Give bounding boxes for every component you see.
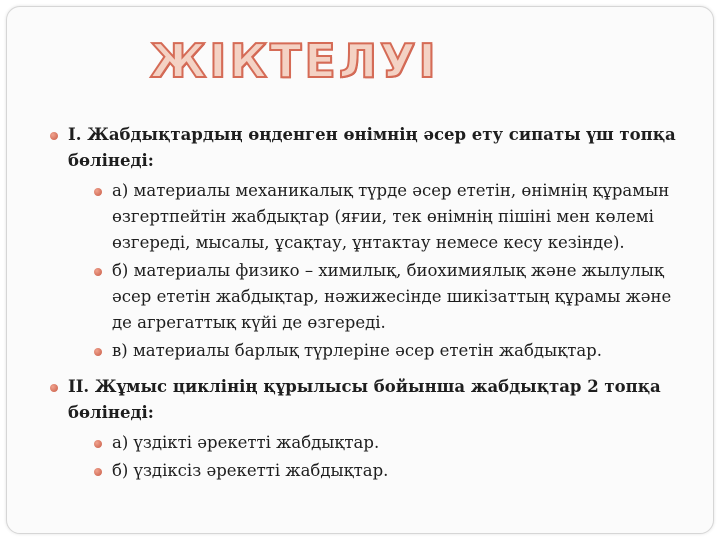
list-item-text: б) материалы физико – химилық, биохимиялық және жылулық әсер ететін жабдықтар, нәжижесінде шикізаттың құрамы және де агрегаттық күйі де өзгереді. [112,261,672,332]
list-item-level2 [46,178,696,256]
bullet-icon [50,132,58,140]
list-item-text: а) үздікті әрекетті жабдықтар. [112,433,380,452]
bullet-icon [50,384,58,392]
list-item-level2 [46,338,696,364]
bullet-icon [94,468,102,476]
list-item-level2 [46,458,696,484]
slide-title: ЖІКТЕЛУІ [150,34,439,88]
list-item-text: в) материалы барлық түрлеріне әсер ететін жабдықтар. [112,341,602,360]
list-item-text: а) материалы механикалық түрде әсер ететін, өнімнің құрамын өзгертпейтін жабдықтар (яғии, тек өнімнің пішіні мен көлемі өзгереді, мысалы, ұсақтау, ұнтактау немесе кесу кезінде). [112,181,670,252]
bullet-icon [94,188,102,196]
list-item-text: б) үздіксіз әрекетті жабдықтар. [112,461,389,480]
bullet-icon [94,440,102,448]
list-item-level1 [46,374,696,426]
list-item-text: I. Жабдықтардың өңденген өнімнің әсер ету сипаты үш топқа бөлінеді: [68,125,676,170]
list-item-level2 [46,430,696,456]
list-item-level2 [46,258,696,336]
bullet-icon [94,348,102,356]
list-item-level1 [46,122,696,174]
list-item-text: II. Жұмыс циклінің құрылысы бойынша жабдықтар 2 топқа бөлінеді: [68,377,661,422]
slide-content [46,122,696,484]
bullet-icon [94,268,102,276]
